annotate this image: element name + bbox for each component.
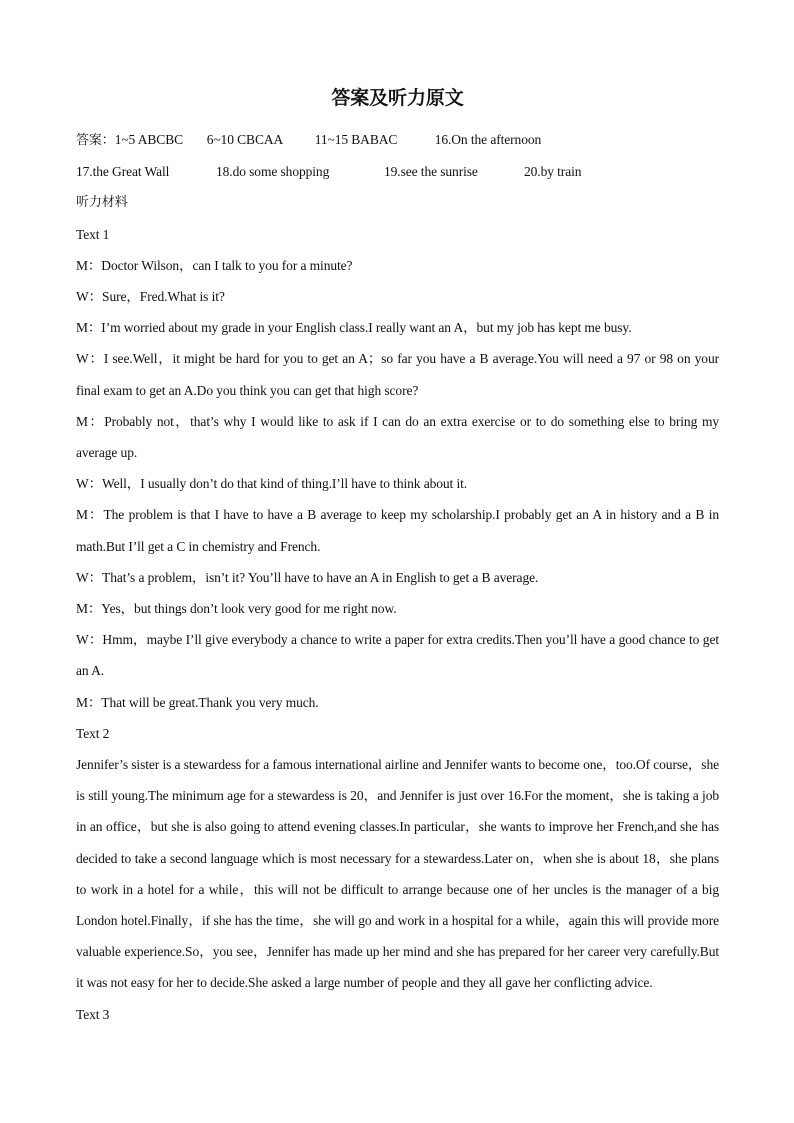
dialogue-line: M：That will be great.Thank you very much. xyxy=(76,694,319,710)
answer-group: 19.see the sunrise xyxy=(384,164,478,180)
dialogue-line: W：Sure，Fred.What is it? xyxy=(76,289,225,305)
answer-group: 16.On the afternoon xyxy=(434,132,542,147)
answer-group: 11~15 BABAC xyxy=(314,132,398,147)
text1-heading: Text 1 xyxy=(76,226,110,242)
dialogue-line: W：I see.Well，it might be hard for you to get an A；so far you have a B average.You will need a 97 or 98 on your final exam to get an A.Do you think you can get that high score? xyxy=(76,351,719,398)
dialogue-line: M：I’m worried about my grade in your English class.I really want an A，but my job has kept me busy. xyxy=(76,320,632,336)
answer-group: 20.by train xyxy=(524,164,582,180)
dialogue-line: W：Well，I usually don’t do that kind of thing.I’ll have to think about it. xyxy=(76,476,468,492)
answer-group: 6~10 CBCAA xyxy=(206,132,284,147)
materials-heading: 听力材料 xyxy=(76,195,128,211)
answers-row-1 xyxy=(76,124,719,156)
dialogue-line: W：Hmm，maybe I’ll give everybody a chance to write a paper for extra credits.Then you’ll have a good chance to get an A. xyxy=(76,632,719,679)
text3-heading: Text 3 xyxy=(76,1006,110,1022)
answers-prefix: 答案： xyxy=(76,133,115,148)
page-title: 答案及听力原文 xyxy=(331,87,464,109)
answers-row-2 xyxy=(76,156,719,187)
answer-group: 1~5 ABCBC xyxy=(114,132,184,147)
dialogue-line: M：Doctor Wilson，can I talk to you for a minute? xyxy=(76,257,353,273)
answer-group: 17.the Great Wall xyxy=(76,164,170,180)
dialogue-line: M：Probably not，that’s why I would like to ask if I can do an extra exercise or to do something else to bring my average up. xyxy=(76,413,719,461)
document-page xyxy=(76,84,719,1030)
dialogue-line: W：That’s a problem，isn’t it? You’ll have to have an A in English to get a B average. xyxy=(76,569,539,585)
dialogue-line: M：The problem is that I have to have a B average to keep my scholarship.I probably get an A in history and a B in math.But I’ll get a C in chemistry and French. xyxy=(76,507,719,554)
text2-paragraph: Jennifer’s sister is a stewardess for a famous international airline and Jennifer wants to become one，too.Of course，she is still young.The minimum age for a stewardess is 20，and Jennifer is just over 16.For the moment，she is taking a job in an office，but she is also going to attend evening classes.In particular，she wants to improve her French,and she has decided to take a second language which is most necessary for a stewardess.Later on，when she is about 18，she plans to work in a hotel for a while，this will not be difficult to arrange because one of her uncles is the manager of a big London hotel.Finally，if she has the time，she will go and work in a hospital for a while，again this will provide more valuable experience.So，you see，Jennifer has made up her mind and she has prepared for her career very carefully.But it was not easy for her to decide.She asked a large number of people and they all gave her conflicting advice. xyxy=(76,757,719,991)
answer-group: 18.do some shopping xyxy=(216,164,330,180)
dialogue-line: M：Yes，but things don’t look very good for me right now. xyxy=(76,601,397,617)
text2-heading: Text 2 xyxy=(76,725,110,741)
